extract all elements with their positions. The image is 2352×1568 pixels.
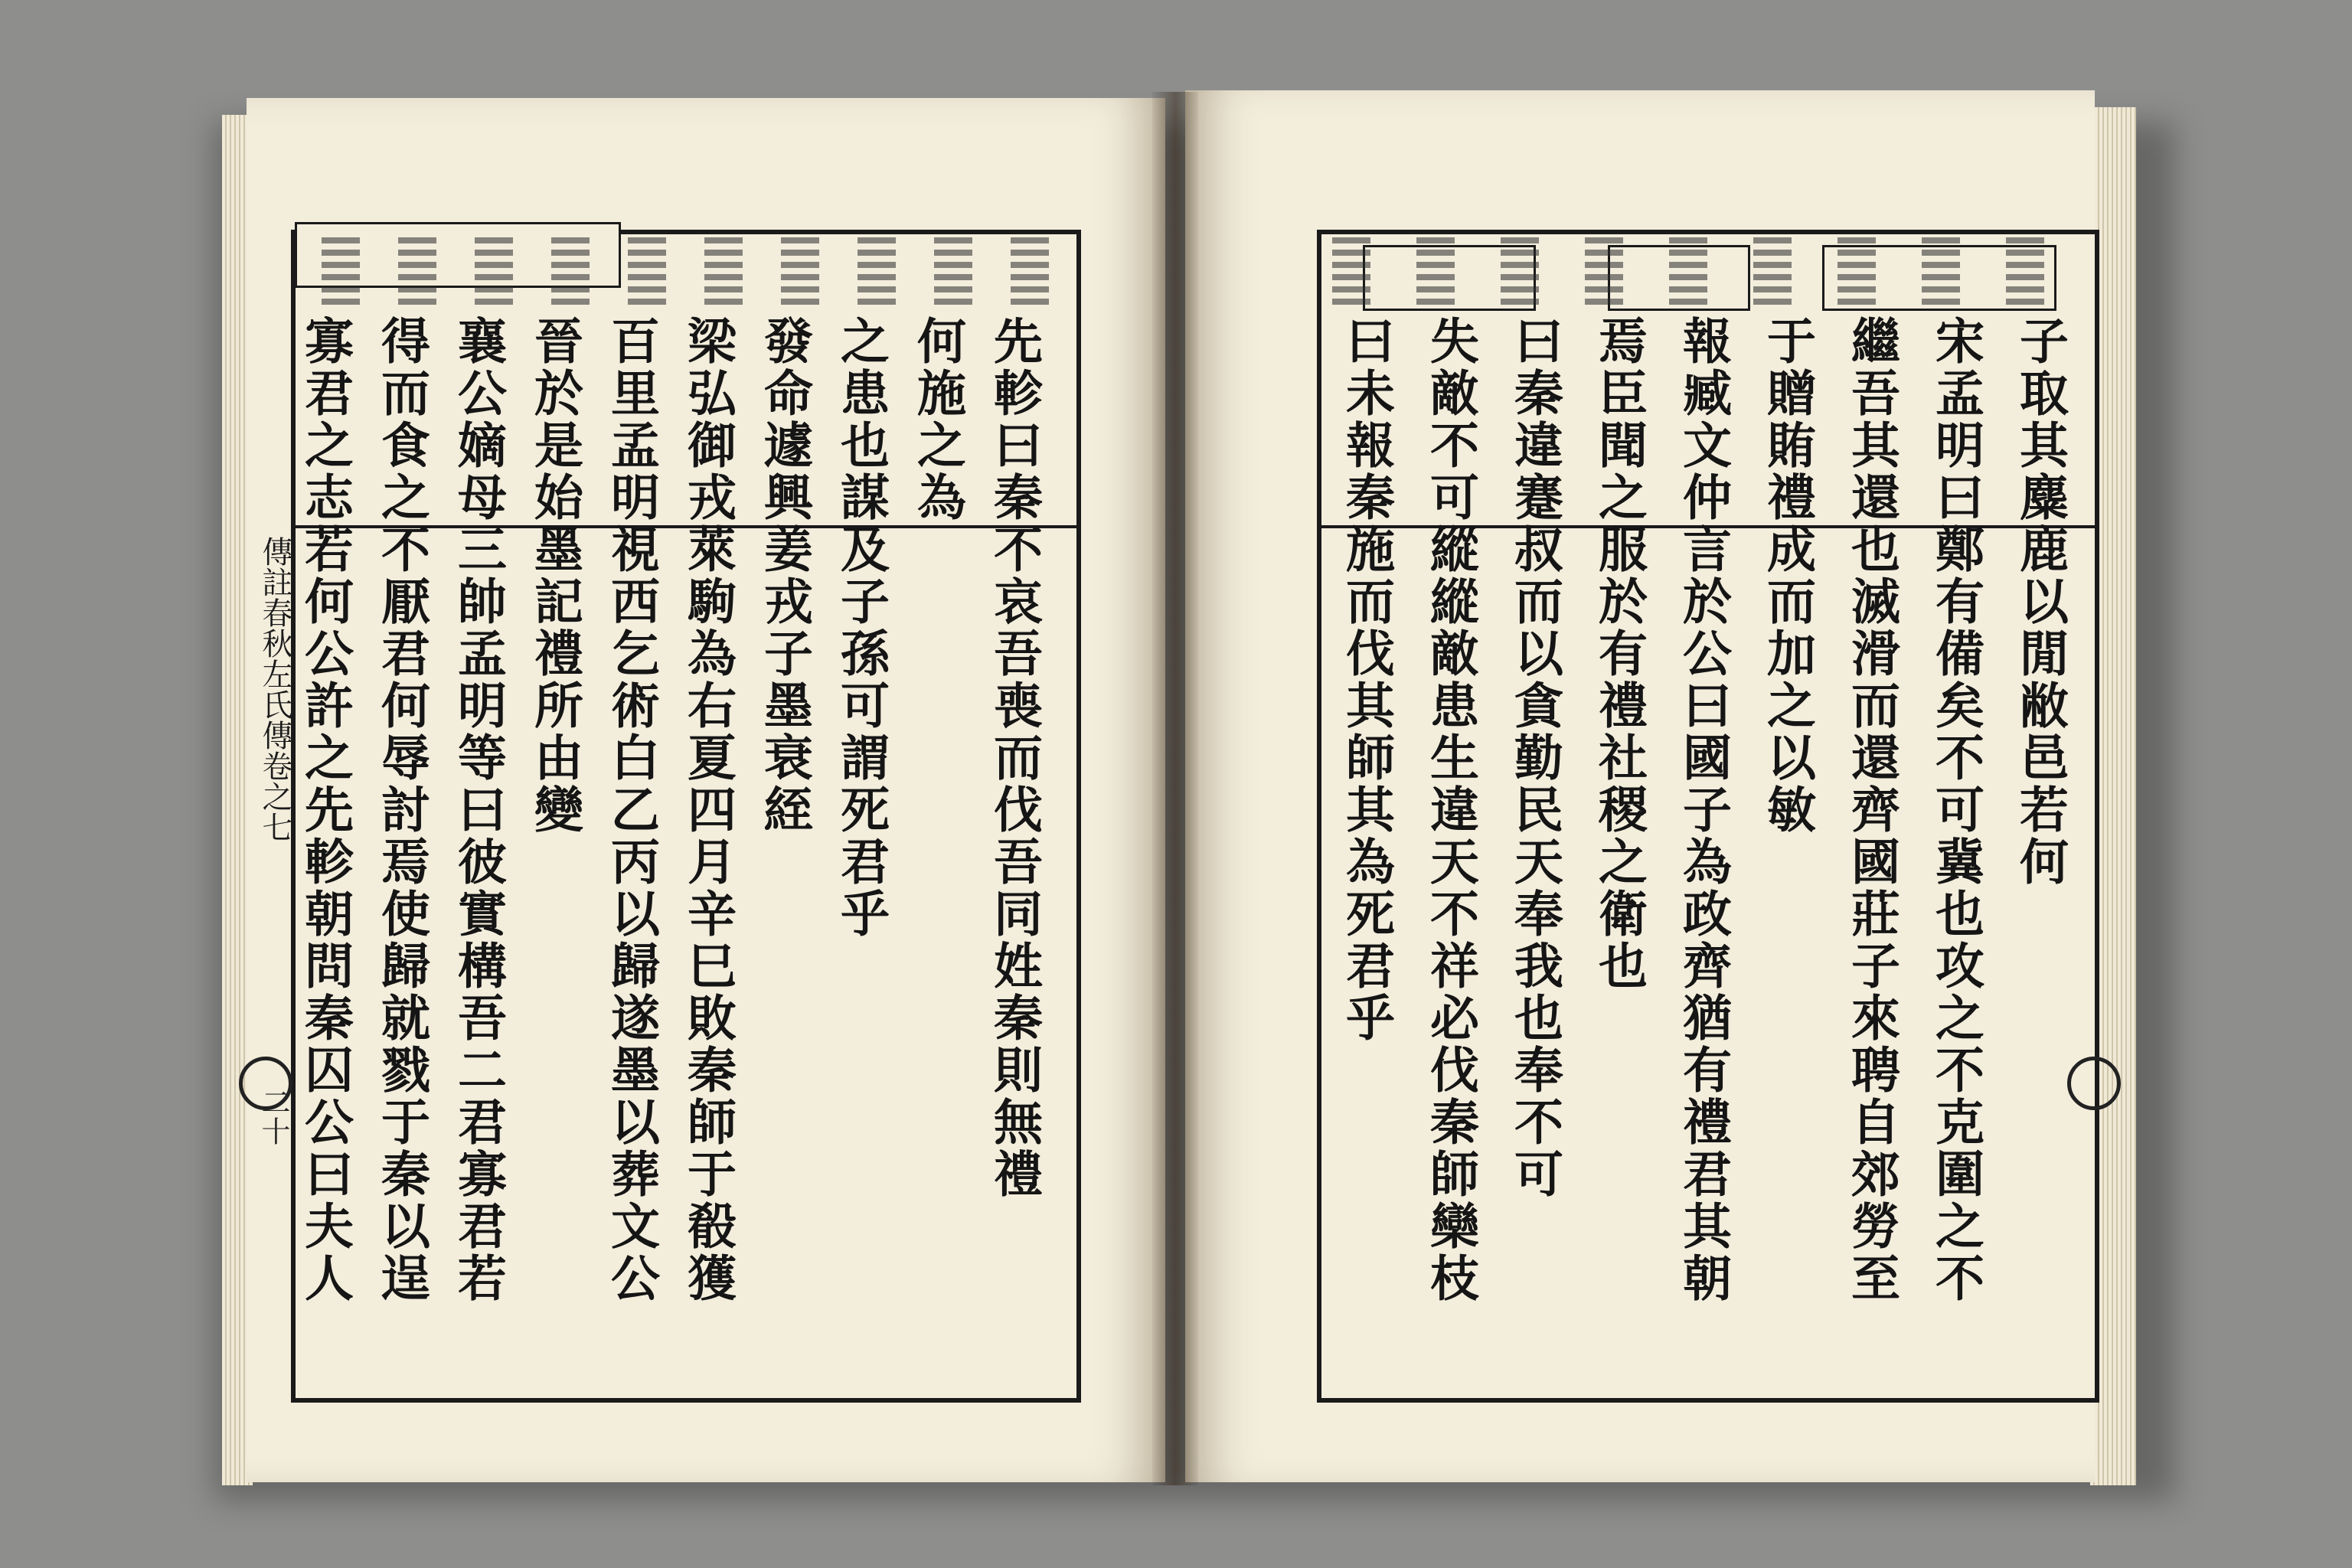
right-annotation <box>1332 237 1370 308</box>
right-text-column: 于贈賄禮成而加之以敏 <box>1759 315 1816 836</box>
left-text-column: 發命遽興姜戎子墨衰絰 <box>756 315 813 836</box>
right-text-column: 繼吾其還也滅滑而還齊國莊子來聘自郊勞至 <box>1843 315 1900 1305</box>
left-text-column: 得而食之不厭君何辱討焉使歸就戮于秦以逞 <box>373 315 430 1305</box>
left-annotation <box>475 237 513 308</box>
right-annotation <box>1501 237 1539 308</box>
right-text-column: 子取其麋鹿以閒敝邑若何 <box>2011 315 2069 888</box>
left-text-column: 之患也謀及子孫可謂死君乎 <box>832 315 890 940</box>
right-text-column: 失敵不可縱縱敵患生違天不祥必伐秦師欒枝 <box>1422 315 1479 1305</box>
right-annotation <box>1585 237 1623 308</box>
right-annotation <box>1416 237 1455 308</box>
left-text-column: 百里孟明視西乞術白乙丙以歸遂墨以葬文公 <box>603 315 660 1305</box>
left-annotation <box>551 237 590 308</box>
right-text-column: 宋孟明曰鄭有備矣不可冀也攻之不克圍之不 <box>1927 315 1984 1305</box>
left-fold-label: 傳註春秋左氏傳卷之七 <box>257 536 292 842</box>
left-annotation <box>858 237 896 308</box>
right-binding-hole <box>2067 1057 2121 1110</box>
left-text-column: 梁弘御戎萊駒為右夏四月辛巳敗秦師于殽獲 <box>679 315 737 1305</box>
right-annotation <box>2006 237 2044 308</box>
left-text-column: 寡君之志若何公許之先軫朝問秦囚公曰夫人 <box>296 315 354 1305</box>
left-text-column: 晉於是始墨記禮所由變 <box>526 315 583 836</box>
book-gutter <box>1152 92 1198 1485</box>
right-text-column: 焉臣聞之服於有禮社稷之衛也 <box>1590 315 1648 992</box>
left-binding-hole <box>239 1057 292 1110</box>
left-annotation <box>781 237 819 308</box>
left-annotation <box>1011 237 1049 308</box>
right-text-column: 曰未報秦施而伐其師其為死君乎 <box>1338 315 1395 1044</box>
left-annotation <box>398 237 436 308</box>
right-annotation <box>1838 237 1876 308</box>
right-text-column: 曰秦違蹇叔而以貪勤民天奉我也奉不可 <box>1506 315 1563 1200</box>
left-annotation <box>934 237 972 308</box>
left-text-column: 襄公嫡母三帥孟明等曰彼實構吾二君寡君若 <box>449 315 507 1305</box>
left-annotation <box>628 237 666 308</box>
right-annotation <box>1922 237 1960 308</box>
left-text-column: 先軫曰秦不哀吾喪而伐吾同姓秦則無禮 <box>985 315 1043 1200</box>
right-annotation <box>1753 237 1792 308</box>
left-text-column: 何施之為 <box>909 315 966 524</box>
left-annotation <box>322 237 360 308</box>
right-text-column: 報臧文仲言於公曰國子為政齊猶有禮君其朝 <box>1674 315 1732 1305</box>
left-annotation <box>704 237 743 308</box>
left-page-number: 二十 <box>256 1087 290 1145</box>
right-annotation <box>1669 237 1707 308</box>
